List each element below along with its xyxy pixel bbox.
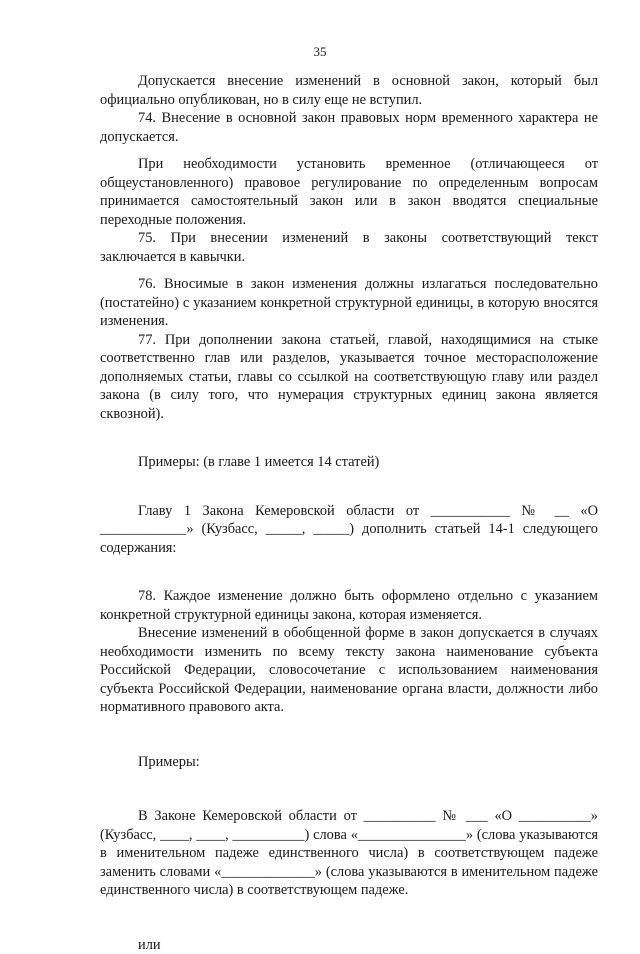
paragraph-75: 75. При внесении изменений в законы соответствующий текст заключается в кавычки. xyxy=(100,229,598,266)
paragraph-temporary-regulation: При необходимости установить временное (отличающееся от общеустановленного) правовое регулирование по определенным вопросам принимается самостоятельный закон или в закон вводятся специальные переходные положения. xyxy=(100,155,598,229)
example-add-article: Главу 1 Закона Кемеровской области от ___________ № __ «О ____________» (Кузбасс, _____, _____) дополнить статьей 14-1 следующего содержания: xyxy=(100,502,598,558)
paragraph-74: 74. Внесение в основной закон правовых норм временного характера не допускается. xyxy=(100,109,598,146)
paragraph-77: 77. При дополнении закона статьей, главой, находящимися на стыке соответственно глав или разделов, указывается точное месторасположение дополняемых статьи, главы со ссылкой на соответствующую главу или раздел закона (в силу того, что нумерация структурных единиц закона является сквозной). xyxy=(100,331,598,424)
paragraph-78: 78. Каждое изменение должно быть оформлено отдельно с указанием конкретной структурной единицы закона, которая изменяется. xyxy=(100,587,598,624)
document-body xyxy=(100,72,598,954)
examples-heading-2: Примеры: xyxy=(100,753,598,772)
page-number: 35 xyxy=(0,44,640,60)
examples-heading-1: Примеры: (в главе 1 имеется 14 статей) xyxy=(100,453,598,472)
paragraph-or: или xyxy=(100,936,598,954)
paragraph-76: 76. Вносимые в закон изменения должны излагаться последовательно (постатейно) с указанием конкретной структурной единицы, в которую вносятся изменения. xyxy=(100,275,598,331)
paragraph-generalized-amendment: Внесение изменений в обобщенной форме в закон допускается в случаях необходимости изменить по всему тексту закона наименование субъекта Российской Федерации, словосочетание с использованием наименования субъекта Российской Федерации, наименование органа власти, должности либо нормативного правового акта. xyxy=(100,624,598,717)
example-replace-words: В Законе Кемеровской области от __________ № ___ «О __________» (Кузбасс, ____, ____, __________) слова «_______________» (слова указываются в именительном падеже единственного числа) в соответствующем падеже заменить словами «_____________» (слова указываются в именительном падеже единственного числа) в соответствующем падеже. xyxy=(100,807,598,900)
paragraph-amendment-unpublished: Допускается внесение изменений в основной закон, который был официально опубликован, но в силу еще не вступил. xyxy=(100,72,598,109)
